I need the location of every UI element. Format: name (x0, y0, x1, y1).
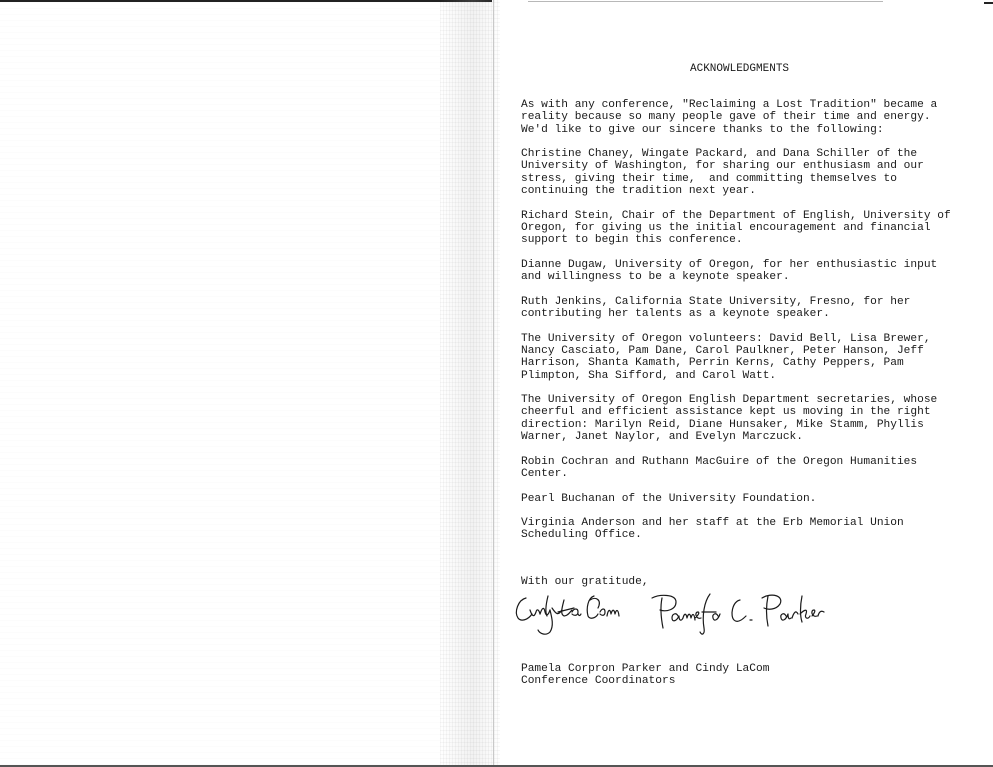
paragraph-intro: As with any conference, "Reclaiming a Lost Tradition" became a reality because so many people gave of their time and energy. We'd like to give our sincere thanks to the following: (521, 99, 938, 136)
signature-parker (646, 586, 826, 640)
paragraph-secretaries: The University of Oregon English Department secretaries, whose cheerful and efficient assistance kept us moving in the right direction: Marilyn Reid, Diane Hunsaker, Mike Stamm, Phyllis Warner, Janet Naylor, and Evelyn Marczuck. (521, 394, 938, 444)
paragraph-dugaw: Dianne Dugaw, University of Oregon, for her enthusiastic input and willingness to be a keynote speaker. (521, 258, 938, 284)
page-title: ACKNOWLEDGMENTS (690, 63, 790, 75)
paragraph-jenkins: Ruth Jenkins, California State University, Fresno, for her contributing her talents as a keynote speaker. (521, 295, 911, 321)
paragraph-washington: Christine Chaney, Wingate Packard, and Dana Schiller of the University of Washington, for sharing our enthusiasm and our stress, giving their time, and committing themselves to continuing the tradition next year. (521, 148, 924, 198)
paragraph-volunteers: The University of Oregon volunteers: David Bell, Lisa Brewer, Nancy Casciato, Pam Dane, Carol Paulkner, Peter Hanson, Jeff Harrison, Shanta Kamath, Perrin Kerns, Cathy Peppers, Pam Plimpton, Sha Sifford, and Carol Watt. (521, 332, 931, 382)
handwritten-signature-parker (646, 586, 826, 640)
signer-role: Conference Coordinators (521, 675, 676, 688)
signer-names: Pamela Corpron Parker and Cindy LaCom (521, 663, 770, 675)
acknowledgments-body (521, 99, 981, 554)
blank-left-page (0, 2, 440, 765)
signer-block (521, 663, 769, 688)
paragraph-scheduling: Virginia Anderson and her staff at the Erb Memorial Union Scheduling Office. (521, 517, 904, 542)
paragraph-foundation: Pearl Buchanan of the University Foundation. (521, 492, 817, 505)
paragraph-humanities-center: Robin Cochran and Ruthann MacGuire of the Oregon Humanities Center. (521, 455, 918, 480)
paragraph-stein: Richard Stein, Chair of the Department of English, University of Oregon, for giving us the initial encouragement and financial support to begin this conference. (521, 209, 951, 247)
signature-lacom (512, 586, 632, 640)
closing-line: With our gratitude, (521, 576, 649, 588)
handwritten-signature-lacom (512, 586, 632, 640)
page-gutter (440, 0, 500, 767)
